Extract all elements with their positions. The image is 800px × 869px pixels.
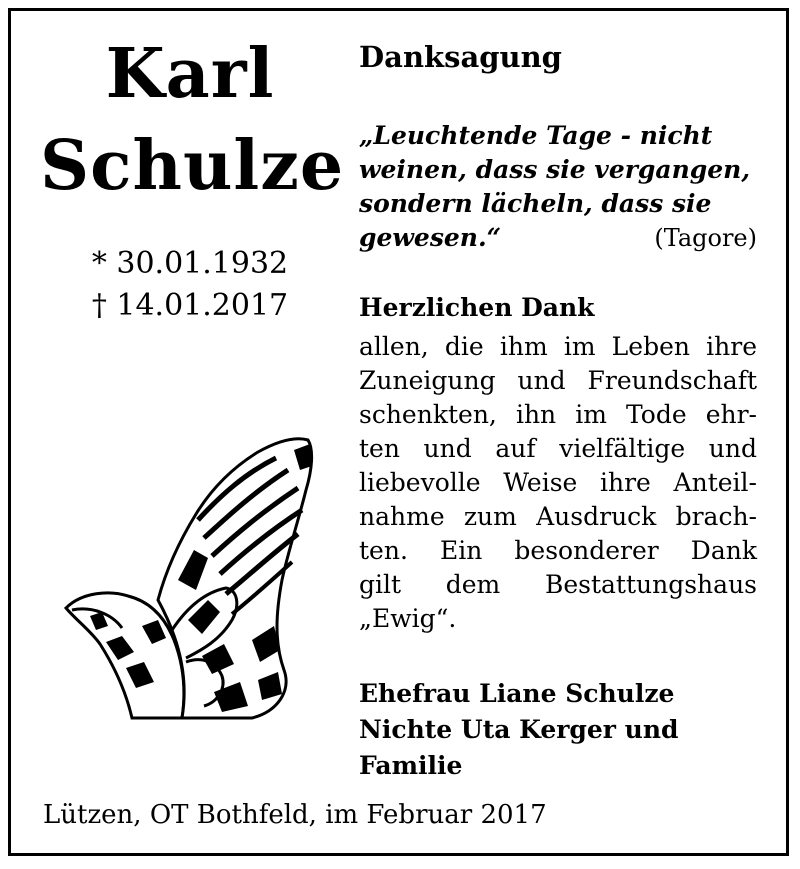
signature-line: Familie xyxy=(359,751,463,780)
death-date: † 14.01.2017 xyxy=(91,288,289,323)
message-line: schenkten, ihn im Tode ehr- xyxy=(359,400,757,429)
message-line: ten. Ein besonderer Dank xyxy=(359,536,757,565)
signature-line: Ehefrau Liane Schulze xyxy=(359,679,675,708)
birth-date: * 30.01.1932 xyxy=(91,246,289,281)
message-line: Zuneigung und Freundschaft xyxy=(359,366,757,395)
message-line: allen, die ihm im Leben ihre xyxy=(359,332,757,361)
place-date-footer: Lützen, OT Bothfeld, im Februar 2017 xyxy=(43,800,547,830)
quote-line: sondern lächeln, dass sie xyxy=(359,189,712,218)
signature xyxy=(359,676,757,784)
message-line: liebevolle Weise ihre Anteil- xyxy=(359,468,757,497)
dank-heading: Herzlichen Dank xyxy=(359,293,595,322)
message-text xyxy=(359,330,757,636)
quote-author: (Tagore) xyxy=(654,224,757,252)
last-name: Schulze xyxy=(40,126,345,206)
quote-line: „Leuchtende Tage - nicht xyxy=(359,121,713,150)
first-name: Karl xyxy=(105,34,275,114)
praying-hands-icon xyxy=(62,430,322,725)
message-line: ten und auf vielfältige und xyxy=(359,434,757,463)
quote-line: gewesen.“ xyxy=(359,223,502,252)
quote xyxy=(359,119,757,255)
signature-line: Nichte Uta Kerger und xyxy=(359,715,679,744)
message-line: gilt dem Bestattungshaus xyxy=(359,570,757,599)
message-line: nahme zum Ausdruck brach- xyxy=(359,502,757,531)
thanks-heading: Danksagung xyxy=(359,40,562,74)
quote-line: weinen, dass sie vergangen, xyxy=(359,155,751,184)
message-line: „Ewig“. xyxy=(359,604,457,633)
